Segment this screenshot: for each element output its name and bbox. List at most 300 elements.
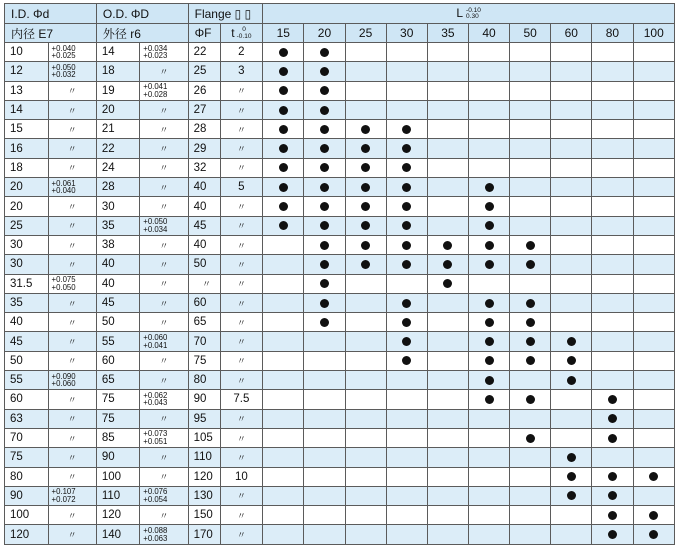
- id-value-cell: 90: [5, 486, 49, 505]
- ditto-mark: 〃: [67, 452, 77, 463]
- od-value-cell: 65: [96, 371, 139, 390]
- length-availability-cell: [427, 371, 468, 390]
- od-value-cell: 30: [96, 197, 139, 216]
- table-row: [5, 43, 675, 62]
- table-row: [5, 390, 675, 409]
- length-availability-cell: [345, 255, 386, 274]
- od-value-cell: 35: [96, 216, 139, 235]
- length-availability-cell: [345, 81, 386, 100]
- od-tolerance-lower: +0.034: [143, 224, 168, 234]
- ditto-mark: 〃: [159, 66, 169, 77]
- flange-diameter-cell: 28: [188, 120, 220, 139]
- length-availability-cell: [427, 525, 468, 544]
- length-availability-cell: [468, 351, 509, 370]
- od-tolerance: [140, 430, 167, 445]
- availability-dot-icon: [402, 202, 411, 211]
- availability-dot-icon: [402, 241, 411, 250]
- length-availability-cell: [345, 62, 386, 81]
- availability-dot-icon: [649, 511, 658, 520]
- length-availability-cell: [551, 293, 592, 312]
- length-availability-cell: [427, 390, 468, 409]
- length-availability-cell: [551, 274, 592, 293]
- od-value-cell: 24: [96, 158, 139, 177]
- od-tolerance-cell: [140, 525, 188, 544]
- length-availability-cell: [263, 216, 304, 235]
- length-availability-cell: [263, 274, 304, 293]
- length-col-header: 80: [592, 24, 633, 43]
- flange-thickness-cell: [220, 409, 263, 428]
- id-value-cell: 20: [5, 178, 49, 197]
- id-value-cell: 31.5: [5, 274, 49, 293]
- id-value-cell: 50: [5, 351, 49, 370]
- length-availability-cell: [468, 158, 509, 177]
- length-availability-cell: [551, 467, 592, 486]
- ditto-mark: 〃: [236, 240, 246, 251]
- length-availability-cell: [551, 351, 592, 370]
- length-availability-cell: [468, 197, 509, 216]
- availability-dot-icon: [485, 241, 494, 250]
- length-availability-cell: [386, 525, 427, 544]
- length-availability-cell: [468, 100, 509, 119]
- od-value-cell: 75: [96, 409, 139, 428]
- table-row: [5, 255, 675, 274]
- od-value-cell: 90: [96, 448, 139, 467]
- id-tolerance-cell: [48, 197, 96, 216]
- length-availability-cell: [345, 467, 386, 486]
- availability-dot-icon: [279, 221, 288, 230]
- flange-diameter-cell: 150: [188, 506, 220, 525]
- length-availability-cell: [551, 120, 592, 139]
- od-value-cell: 50: [96, 313, 139, 332]
- id-value-cell: 16: [5, 139, 49, 158]
- length-availability-cell: [263, 351, 304, 370]
- od-value-cell: 21: [96, 120, 139, 139]
- flange-thickness-cell: 5: [220, 178, 263, 197]
- length-availability-cell: [304, 525, 345, 544]
- length-availability-cell: [510, 390, 551, 409]
- length-availability-cell: [345, 43, 386, 62]
- availability-dot-icon: [320, 241, 329, 250]
- availability-dot-icon: [567, 356, 576, 365]
- length-availability-cell: [386, 81, 427, 100]
- length-availability-cell: [633, 351, 675, 370]
- length-availability-cell: [592, 486, 633, 505]
- length-availability-cell: [468, 371, 509, 390]
- length-availability-cell: [551, 428, 592, 447]
- id-tolerance-lower: +0.025: [51, 51, 76, 61]
- od-tolerance-cell: [140, 255, 188, 274]
- ditto-mark: 〃: [67, 414, 77, 425]
- flange-diameter-cell: 110: [188, 448, 220, 467]
- flange-thickness-cell: [220, 216, 263, 235]
- flange-diameter-cell: 105: [188, 428, 220, 447]
- length-availability-cell: [551, 390, 592, 409]
- length-availability-cell: [551, 178, 592, 197]
- availability-dot-icon: [320, 106, 329, 115]
- flange-diameter-cell: 120: [188, 467, 220, 486]
- availability-dot-icon: [608, 472, 617, 481]
- od-value-cell: 60: [96, 351, 139, 370]
- length-availability-cell: [263, 467, 304, 486]
- id-tolerance-lower: +0.032: [51, 70, 76, 80]
- od-tolerance-upper: +0.076: [143, 487, 168, 497]
- phi-f-header: ΦF: [188, 24, 220, 43]
- length-availability-cell: [633, 178, 675, 197]
- length-availability-cell: [510, 139, 551, 158]
- id-value-cell: 120: [5, 525, 49, 544]
- od-value-cell: 19: [96, 81, 139, 100]
- availability-dot-icon: [485, 376, 494, 385]
- length-availability-cell: [345, 332, 386, 351]
- od-tolerance-cell: [140, 120, 188, 139]
- od-tolerance-cell: [140, 216, 188, 235]
- length-availability-cell: [510, 351, 551, 370]
- availability-dot-icon: [402, 318, 411, 327]
- table-row: [5, 525, 675, 544]
- od-tolerance-lower: +0.063: [143, 533, 168, 543]
- length-availability-cell: [592, 293, 633, 312]
- length-availability-cell: [551, 197, 592, 216]
- length-availability-cell: [468, 120, 509, 139]
- ditto-mark: 〃: [159, 279, 169, 290]
- length-availability-cell: [633, 467, 675, 486]
- length-availability-cell: [551, 525, 592, 544]
- length-availability-cell: [633, 81, 675, 100]
- table-row: [5, 313, 675, 332]
- length-availability-cell: [551, 313, 592, 332]
- length-availability-cell: [551, 448, 592, 467]
- length-availability-cell: [386, 371, 427, 390]
- t-tolerance: [237, 27, 252, 40]
- availability-dot-icon: [485, 183, 494, 192]
- table-row: [5, 158, 675, 177]
- od-header-bottom: 外径 r6: [96, 24, 188, 43]
- flange-thickness-cell: [220, 448, 263, 467]
- length-availability-cell: [263, 293, 304, 312]
- ditto-mark: 〃: [67, 298, 77, 309]
- id-tolerance-cell: [48, 100, 96, 119]
- ditto-mark: 〃: [67, 240, 77, 251]
- length-availability-cell: [263, 120, 304, 139]
- length-availability-cell: [427, 43, 468, 62]
- availability-dot-icon: [526, 395, 535, 404]
- availability-dot-icon: [320, 86, 329, 95]
- od-tolerance-lower: +0.041: [143, 340, 168, 350]
- flange-diameter-cell: 40: [188, 178, 220, 197]
- length-availability-cell: [386, 235, 427, 254]
- od-tolerance-upper: +0.060: [143, 333, 168, 342]
- length-availability-cell: [633, 274, 675, 293]
- length-availability-cell: [551, 255, 592, 274]
- availability-dot-icon: [320, 318, 329, 327]
- availability-dot-icon: [402, 337, 411, 346]
- od-value-cell: 20: [96, 100, 139, 119]
- od-tolerance-lower: +0.023: [143, 51, 168, 61]
- length-availability-cell: [468, 178, 509, 197]
- length-availability-cell: [263, 139, 304, 158]
- length-availability-cell: [427, 467, 468, 486]
- length-availability-cell: [468, 332, 509, 351]
- od-value-cell: 110: [96, 486, 139, 505]
- length-availability-cell: [345, 351, 386, 370]
- flange-diameter-cell: 80: [188, 371, 220, 390]
- length-availability-cell: [551, 235, 592, 254]
- flange-diameter-cell: 90: [188, 390, 220, 409]
- length-availability-cell: [427, 313, 468, 332]
- availability-dot-icon: [608, 395, 617, 404]
- length-availability-cell: [592, 178, 633, 197]
- length-availability-cell: [386, 351, 427, 370]
- length-availability-cell: [386, 274, 427, 293]
- flange-diameter-cell: 40: [188, 235, 220, 254]
- length-availability-cell: [304, 467, 345, 486]
- length-availability-cell: [551, 409, 592, 428]
- ditto-mark: 〃: [67, 163, 77, 174]
- length-availability-cell: [263, 100, 304, 119]
- length-availability-cell: [592, 235, 633, 254]
- length-availability-cell: [592, 216, 633, 235]
- ditto-mark: 〃: [236, 317, 246, 328]
- od-tolerance-cell: [140, 428, 188, 447]
- length-availability-cell: [386, 486, 427, 505]
- table-row: [5, 506, 675, 525]
- length-availability-cell: [633, 255, 675, 274]
- availability-dot-icon: [279, 125, 288, 134]
- availability-dot-icon: [320, 202, 329, 211]
- length-availability-cell: [304, 371, 345, 390]
- id-value-cell: 40: [5, 313, 49, 332]
- id-value-cell: 15: [5, 120, 49, 139]
- length-availability-cell: [592, 43, 633, 62]
- length-availability-cell: [304, 506, 345, 525]
- availability-dot-icon: [320, 144, 329, 153]
- length-availability-cell: [304, 43, 345, 62]
- availability-dot-icon: [279, 163, 288, 172]
- ditto-mark: 〃: [67, 221, 77, 232]
- length-availability-cell: [633, 235, 675, 254]
- length-availability-cell: [510, 467, 551, 486]
- od-tolerance-cell: [140, 197, 188, 216]
- availability-dot-icon: [320, 48, 329, 57]
- ditto-mark: 〃: [159, 124, 169, 135]
- length-availability-cell: [304, 81, 345, 100]
- ditto-mark: 〃: [236, 375, 246, 386]
- od-tolerance-cell: [140, 158, 188, 177]
- flange-diameter-cell: 27: [188, 100, 220, 119]
- table-row: [5, 332, 675, 351]
- table-row: [5, 178, 675, 197]
- flange-thickness-cell: [220, 428, 263, 447]
- length-availability-cell: [345, 409, 386, 428]
- length-availability-cell: [386, 409, 427, 428]
- flange-header: Flange ▯ ▯: [188, 4, 263, 24]
- length-availability-cell: [468, 235, 509, 254]
- id-tolerance-cell: [48, 428, 96, 447]
- availability-dot-icon: [567, 472, 576, 481]
- length-availability-cell: [510, 448, 551, 467]
- length-tolerance-top: -0.10: [466, 6, 481, 14]
- length-availability-cell: [345, 448, 386, 467]
- length-availability-cell: [345, 216, 386, 235]
- ditto-mark: 〃: [67, 105, 77, 116]
- id-tolerance-cell: [48, 525, 96, 544]
- flange-diameter-cell: 70: [188, 332, 220, 351]
- od-value-cell: 14: [96, 43, 139, 62]
- length-availability-cell: [592, 255, 633, 274]
- od-tolerance: [140, 218, 167, 233]
- ditto-mark: 〃: [236, 491, 246, 502]
- length-availability-cell: [633, 390, 675, 409]
- id-tolerance-cell: [48, 62, 96, 81]
- length-availability-cell: [345, 525, 386, 544]
- flange-diameter-cell: 130: [188, 486, 220, 505]
- length-availability-cell: [551, 216, 592, 235]
- od-tolerance-cell: [140, 43, 188, 62]
- length-availability-cell: [427, 158, 468, 177]
- availability-dot-icon: [526, 434, 535, 443]
- length-availability-cell: [510, 43, 551, 62]
- flange-diameter-cell: 22: [188, 43, 220, 62]
- length-availability-cell: [386, 158, 427, 177]
- id-tolerance-cell: [48, 409, 96, 428]
- length-availability-cell: [345, 197, 386, 216]
- length-availability-cell: [633, 409, 675, 428]
- id-value-cell: 30: [5, 235, 49, 254]
- flange-diameter-cell: 25: [188, 62, 220, 81]
- length-availability-cell: [263, 255, 304, 274]
- availability-dot-icon: [443, 241, 452, 250]
- length-availability-cell: [510, 371, 551, 390]
- flange-thickness-cell: 2: [220, 43, 263, 62]
- length-availability-cell: [304, 486, 345, 505]
- od-value-cell: 100: [96, 467, 139, 486]
- length-availability-cell: [510, 216, 551, 235]
- availability-dot-icon: [526, 337, 535, 346]
- length-availability-cell: [633, 197, 675, 216]
- length-availability-cell: [304, 293, 345, 312]
- ditto-mark: 〃: [236, 530, 246, 541]
- id-value-cell: 60: [5, 390, 49, 409]
- length-availability-cell: [468, 274, 509, 293]
- length-availability-cell: [263, 428, 304, 447]
- length-availability-cell: [510, 158, 551, 177]
- id-tolerance-upper: +0.050: [51, 62, 76, 72]
- table-header: [5, 4, 675, 43]
- flange-thickness-cell: 3: [220, 62, 263, 81]
- availability-dot-icon: [608, 434, 617, 443]
- length-availability-cell: [304, 62, 345, 81]
- id-tolerance-cell: [48, 486, 96, 505]
- length-availability-cell: [592, 428, 633, 447]
- od-header-top: O.D. ΦD: [96, 4, 188, 24]
- id-tolerance-lower: +0.040: [51, 186, 76, 196]
- availability-dot-icon: [608, 511, 617, 520]
- availability-dot-icon: [567, 337, 576, 346]
- length-availability-cell: [551, 62, 592, 81]
- id-value-cell: 12: [5, 62, 49, 81]
- length-availability-cell: [633, 506, 675, 525]
- length-availability-cell: [468, 216, 509, 235]
- id-tolerance: [49, 180, 76, 195]
- ditto-mark: 〃: [67, 86, 77, 97]
- length-availability-cell: [386, 506, 427, 525]
- length-availability-cell: [468, 506, 509, 525]
- length-availability-cell: [633, 293, 675, 312]
- ditto-mark: 〃: [236, 433, 246, 444]
- length-availability-cell: [592, 274, 633, 293]
- length-availability-cell: [427, 235, 468, 254]
- length-availability-cell: [386, 428, 427, 447]
- length-availability-cell: [345, 139, 386, 158]
- length-availability-cell: [551, 43, 592, 62]
- availability-dot-icon: [526, 318, 535, 327]
- od-tolerance: [140, 488, 167, 503]
- id-tolerance: [49, 64, 76, 79]
- flange-diameter-cell: 50: [188, 255, 220, 274]
- flange-thickness-cell: [220, 525, 263, 544]
- length-availability-cell: [468, 43, 509, 62]
- table-row: [5, 120, 675, 139]
- ditto-mark: 〃: [236, 86, 246, 97]
- flange-diameter-cell: 65: [188, 313, 220, 332]
- ditto-mark: 〃: [159, 414, 169, 425]
- availability-dot-icon: [320, 183, 329, 192]
- availability-dot-icon: [567, 491, 576, 500]
- id-tolerance: [49, 276, 76, 291]
- length-availability-cell: [427, 62, 468, 81]
- availability-dot-icon: [649, 530, 658, 539]
- length-tolerance: [466, 8, 481, 21]
- length-availability-cell: [551, 139, 592, 158]
- availability-dot-icon: [361, 144, 370, 153]
- length-availability-cell: [592, 120, 633, 139]
- length-availability-cell: [592, 313, 633, 332]
- length-availability-cell: [304, 332, 345, 351]
- length-col-header: 25: [345, 24, 386, 43]
- id-tolerance-upper: +0.090: [51, 371, 76, 381]
- ditto-mark: 〃: [67, 433, 77, 444]
- ditto-mark: 〃: [236, 144, 246, 155]
- length-availability-cell: [263, 81, 304, 100]
- od-value-cell: 45: [96, 293, 139, 312]
- length-availability-cell: [468, 428, 509, 447]
- ditto-mark: 〃: [236, 124, 246, 135]
- length-availability-cell: [510, 313, 551, 332]
- id-tolerance-cell: [48, 313, 96, 332]
- od-tolerance-cell: [140, 313, 188, 332]
- length-availability-cell: [263, 62, 304, 81]
- length-availability-cell: [633, 313, 675, 332]
- t-header: [220, 24, 263, 43]
- flange-diameter-cell: 75: [188, 351, 220, 370]
- length-availability-cell: [468, 62, 509, 81]
- length-availability-cell: [386, 43, 427, 62]
- length-availability-cell: [345, 178, 386, 197]
- od-value-cell: 120: [96, 506, 139, 525]
- ditto-mark: 〃: [67, 124, 77, 135]
- length-availability-cell: [304, 390, 345, 409]
- length-availability-cell: [468, 448, 509, 467]
- id-tolerance-cell: [48, 43, 96, 62]
- id-tolerance-cell: [48, 467, 96, 486]
- flange-thickness-cell: 7.5: [220, 390, 263, 409]
- ditto-mark: 〃: [67, 472, 77, 483]
- od-tolerance-cell: [140, 506, 188, 525]
- length-availability-cell: [304, 274, 345, 293]
- od-tolerance-upper: +0.034: [143, 43, 168, 53]
- availability-dot-icon: [485, 221, 494, 230]
- od-tolerance-cell: [140, 467, 188, 486]
